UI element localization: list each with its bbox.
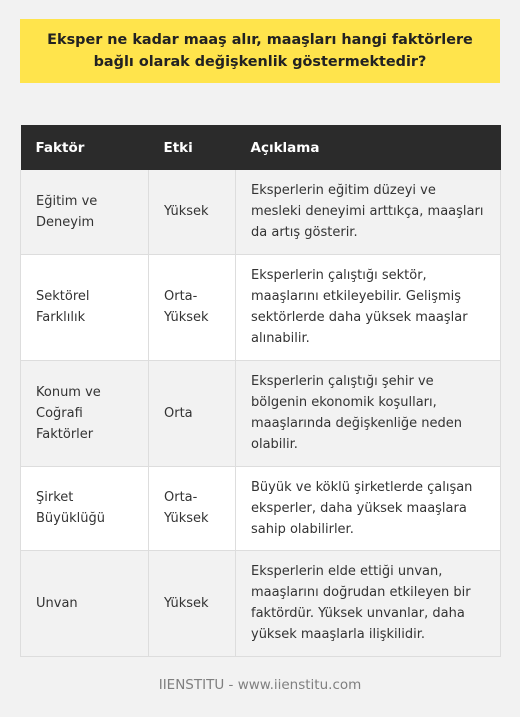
footer-credit: IIENSTITU - www.iienstitu.com [158, 677, 362, 693]
table-row [21, 254, 501, 360]
factor-cell: Sektörel Farklılık [21, 254, 149, 360]
effect-cell: Orta-Yüksek [149, 466, 236, 550]
table-header-row [21, 125, 501, 170]
effect-cell: Orta-Yüksek [149, 254, 236, 360]
factors-table [20, 125, 501, 657]
factor-cell: Konum ve Coğrafi Faktörler [21, 360, 149, 466]
table-row [21, 550, 501, 656]
description-cell: Eksperlerin elde ettiği unvan, maaşlarını doğrudan etkileyen bir faktördür. Yüksek unvanlar, daha yüksek maaşlarla ilişkilidir. [236, 550, 501, 656]
table-row [21, 170, 501, 254]
column-header-description: Açıklama [250, 139, 320, 156]
effect-cell: Yüksek [149, 170, 236, 254]
table-row [21, 360, 501, 466]
description-cell: Eksperlerin çalıştığı sektör, maaşlarını etkileyebilir. Gelişmiş sektörlerde daha yüksek maaşlar alınabilir. [236, 254, 501, 360]
column-header-factor: Faktör [35, 139, 85, 156]
page-title: Eksper ne kadar maaş alır, maaşları hangi faktörlere bağlı olarak değişkenlik göstermektedir? [47, 32, 473, 70]
factor-cell: Şirket Büyüklüğü [21, 466, 149, 550]
effect-cell: Orta [149, 360, 236, 466]
description-cell: Eksperlerin çalıştığı şehir ve bölgenin ekonomik koşulları, maaşlarında değişkenliğe neden olabilir. [236, 360, 501, 466]
column-header-effect: Etki [163, 139, 193, 156]
factor-cell: Unvan [21, 550, 149, 656]
title-banner [20, 19, 500, 83]
factor-cell: Eğitim ve Deneyim [21, 170, 149, 254]
table-row [21, 466, 501, 550]
description-cell: Eksperlerin eğitim düzeyi ve mesleki deneyimi arttıkça, maaşları da artış gösterir. [236, 170, 501, 254]
effect-cell: Yüksek [149, 550, 236, 656]
description-cell: Büyük ve köklü şirketlerde çalışan eksperler, daha yüksek maaşlara sahip olabilirler. [236, 466, 501, 550]
